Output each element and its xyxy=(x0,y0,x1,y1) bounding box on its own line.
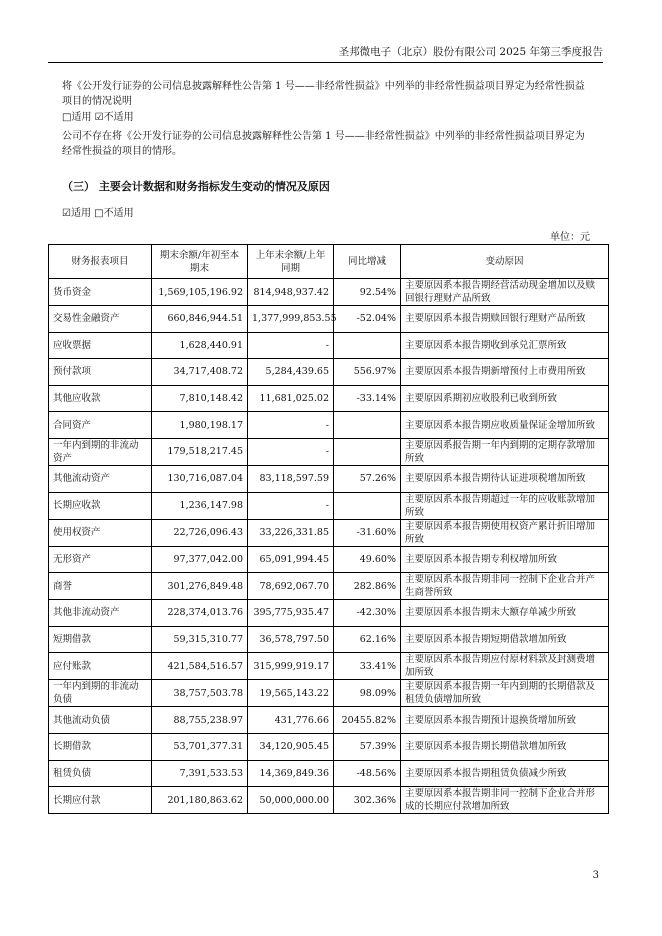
cell-item: 商誉 xyxy=(49,573,152,600)
cell-change: 98.09% xyxy=(334,680,401,707)
cell-previous: 14,369,849.36 xyxy=(248,760,334,787)
cell-previous: 78,692,067.70 xyxy=(248,573,334,600)
cell-previous: 50,000,000.00 xyxy=(248,787,334,814)
cell-reason: 主要原因系本报告期使用权资产累计折旧增加所致 xyxy=(401,519,609,546)
cell-current: 228,374,013.76 xyxy=(152,600,248,627)
cell-previous: 36,578,797.50 xyxy=(248,626,334,653)
cell-change xyxy=(334,492,401,519)
cell-previous: 395,775,935.47 xyxy=(248,600,334,627)
intro-paragraph-1: 将《公开发行证券的公司信息披露解释性公告第 1 号——非经常性损益》中列举的非经常性损益项目界定为经常性损益项目的情况说明 xyxy=(62,81,585,107)
applicability-note-1: □适用 ☑不适用 xyxy=(62,112,134,123)
table-row xyxy=(49,385,609,412)
cell-item: 应付账款 xyxy=(49,653,152,680)
cell-item: 无形资产 xyxy=(49,546,152,573)
cell-change: 57.26% xyxy=(334,465,401,492)
cell-current: 660,846,944.51 xyxy=(152,306,248,333)
table-row xyxy=(49,653,609,680)
cell-item: 长期应付款 xyxy=(49,787,152,814)
cell-current: 22,726,096.43 xyxy=(152,519,248,546)
cell-reason: 主要原因系本报告期待认证进项税增加所致 xyxy=(401,465,609,492)
cell-item: 短期借款 xyxy=(49,626,152,653)
cell-previous: 1,377,999,853.55 xyxy=(248,306,334,333)
cell-reason: 主要原因系本报告期预计退换货增加所致 xyxy=(401,707,609,734)
cell-reason: 主要原因系本报告期非同一控制下企业合并形成的长期应付款增加所致 xyxy=(401,787,609,814)
intro-paragraph-2: 公司不存在将《公开发行证券的公司信息披露解释性公告第 1 号——非经常性损益》中列举的非经常性损益项目界定为经常性损益的项目的情形。 xyxy=(62,131,585,157)
cell-previous: 11,681,025.02 xyxy=(248,385,334,412)
cell-reason: 主要原因系本报告期应收质量保证金增加所致 xyxy=(401,412,609,439)
cell-current: 301,276,849.48 xyxy=(152,573,248,600)
cell-reason: 主要原因系本报告期短期借款增加所致 xyxy=(401,626,609,653)
cell-change: 49.60% xyxy=(334,546,401,573)
unit-label: 单位：元 xyxy=(550,232,590,243)
cell-previous: 19,565,143.22 xyxy=(248,680,334,707)
cell-reason: 主要原因系本报告期应付原材料款及封测费增加所致 xyxy=(401,653,609,680)
cell-current: 1,236,147.98 xyxy=(152,492,248,519)
column-header-change: 同比增减 xyxy=(334,245,401,279)
cell-change: 20455.82% xyxy=(334,707,401,734)
cell-reason: 主要原因系本报告期新增预付上市费用所致 xyxy=(401,359,609,386)
cell-current: 38,757,503.78 xyxy=(152,680,248,707)
table-row xyxy=(49,492,609,519)
cell-item: 其他非流动资产 xyxy=(49,600,152,627)
cell-previous: - xyxy=(248,332,334,359)
cell-change: 57.39% xyxy=(334,733,401,760)
table-row xyxy=(49,306,609,333)
column-header-previous: 上年末余额/上年同期 xyxy=(248,245,334,279)
table-row xyxy=(49,359,609,386)
column-header-reason: 变动原因 xyxy=(401,245,609,279)
cell-change: 302.36% xyxy=(334,787,401,814)
cell-change xyxy=(334,438,401,465)
cell-current: 1,980,198.17 xyxy=(152,412,248,439)
table-row xyxy=(49,279,609,306)
cell-change: -48.56% xyxy=(334,760,401,787)
table-row xyxy=(49,760,609,787)
applicability-note-2: ☑适用 □不适用 xyxy=(62,208,134,219)
cell-item: 租赁负债 xyxy=(49,760,152,787)
cell-item: 一年内到期的非流动负债 xyxy=(49,680,152,707)
table-row xyxy=(49,787,609,814)
cell-item: 应收票据 xyxy=(49,332,152,359)
section-title: （三） 主要会计数据和财务指标发生变动的情况及原因 xyxy=(62,180,330,193)
cell-previous: 5,284,439.65 xyxy=(248,359,334,386)
cell-change: -33.14% xyxy=(334,385,401,412)
cell-reason: 主要原因系本报告期末大额存单减少所致 xyxy=(401,600,609,627)
table-row xyxy=(49,438,609,465)
cell-item: 其他流动负债 xyxy=(49,707,152,734)
table-row xyxy=(49,465,609,492)
cell-current: 1,628,440.91 xyxy=(152,332,248,359)
cell-item: 使用权资产 xyxy=(49,519,152,546)
cell-previous: 83,118,597.59 xyxy=(248,465,334,492)
table-row xyxy=(49,707,609,734)
cell-item: 交易性金融资产 xyxy=(49,306,152,333)
cell-current: 53,701,377.31 xyxy=(152,733,248,760)
page-header: 圣邦微电子（北京）股份有限公司 2025 年第三季度报告 xyxy=(48,44,603,63)
cell-reason: 主要原因系报告期一年内到期的定期存款增加所致 xyxy=(401,438,609,465)
cell-current: 179,518,217.45 xyxy=(152,438,248,465)
cell-previous: - xyxy=(248,492,334,519)
table-row xyxy=(49,680,609,707)
cell-previous: 431,776.66 xyxy=(248,707,334,734)
cell-current: 201,180,863.62 xyxy=(152,787,248,814)
cell-reason: 主要原因系本报告期租赁负债减少所致 xyxy=(401,760,609,787)
cell-current: 7,810,148.42 xyxy=(152,385,248,412)
cell-reason: 主要原因系期初应收股利已收到所致 xyxy=(401,385,609,412)
cell-current: 1,569,105,196.92 xyxy=(152,279,248,306)
cell-reason: 主要原因系本报告期专利权增加所致 xyxy=(401,546,609,573)
cell-change: 556.97% xyxy=(334,359,401,386)
financial-change-table xyxy=(48,244,609,814)
cell-reason: 主要原因系本报告期超过一年的应收账款增加所致 xyxy=(401,492,609,519)
cell-item: 合同资产 xyxy=(49,412,152,439)
table-row xyxy=(49,412,609,439)
cell-item: 长期应收款 xyxy=(49,492,152,519)
cell-change: -52.04% xyxy=(334,306,401,333)
cell-change: 33.41% xyxy=(334,653,401,680)
page-number: 3 xyxy=(592,870,599,881)
column-header-item: 财务报表项目 xyxy=(49,245,152,279)
cell-reason: 主要原因系本报告期长期借款增加所致 xyxy=(401,733,609,760)
cell-change: 92.54% xyxy=(334,279,401,306)
cell-previous: 315,999,919.17 xyxy=(248,653,334,680)
cell-reason: 主要原因系本报告期经营活动现金增加以及赎回银行理财产品所致 xyxy=(401,279,609,306)
cell-current: 97,377,042.00 xyxy=(152,546,248,573)
cell-change xyxy=(334,332,401,359)
cell-item: 预付款项 xyxy=(49,359,152,386)
cell-reason: 主要原因系本报告期收到承兑汇票所致 xyxy=(401,332,609,359)
table-row xyxy=(49,733,609,760)
table-row xyxy=(49,573,609,600)
cell-current: 130,716,087.04 xyxy=(152,465,248,492)
table-row xyxy=(49,600,609,627)
table-header-row xyxy=(49,245,609,279)
cell-previous: 65,091,994.45 xyxy=(248,546,334,573)
cell-reason: 主要原因系本报告期非同一控制下企业合并产生商誉所致 xyxy=(401,573,609,600)
cell-reason: 主要原因系本报告期赎回银行理财产品所致 xyxy=(401,306,609,333)
cell-current: 7,391,533.53 xyxy=(152,760,248,787)
cell-reason: 主要原因系本报告期一年内到期的长期借款及租赁负债增加所致 xyxy=(401,680,609,707)
table-row xyxy=(49,546,609,573)
cell-previous: - xyxy=(248,438,334,465)
cell-item: 一年内到期的非流动资产 xyxy=(49,438,152,465)
cell-item: 其他应收款 xyxy=(49,385,152,412)
column-header-current: 期末余额/年初至本期末 xyxy=(152,245,248,279)
table-row xyxy=(49,519,609,546)
cell-change: -31.60% xyxy=(334,519,401,546)
cell-change: -42.30% xyxy=(334,600,401,627)
cell-item: 长期借款 xyxy=(49,733,152,760)
cell-item: 货币资金 xyxy=(49,279,152,306)
cell-current: 34,717,408.72 xyxy=(152,359,248,386)
cell-previous: 33,226,331.85 xyxy=(248,519,334,546)
cell-current: 421,584,516.57 xyxy=(152,653,248,680)
cell-change xyxy=(334,412,401,439)
cell-current: 59,315,310.77 xyxy=(152,626,248,653)
cell-previous: 34,120,905.45 xyxy=(248,733,334,760)
cell-change: 282.86% xyxy=(334,573,401,600)
cell-previous: 814,948,937.42 xyxy=(248,279,334,306)
cell-current: 88,755,238.97 xyxy=(152,707,248,734)
cell-change: 62.16% xyxy=(334,626,401,653)
cell-item: 其他流动资产 xyxy=(49,465,152,492)
cell-previous: - xyxy=(248,412,334,439)
table-row xyxy=(49,332,609,359)
table-row xyxy=(49,626,609,653)
